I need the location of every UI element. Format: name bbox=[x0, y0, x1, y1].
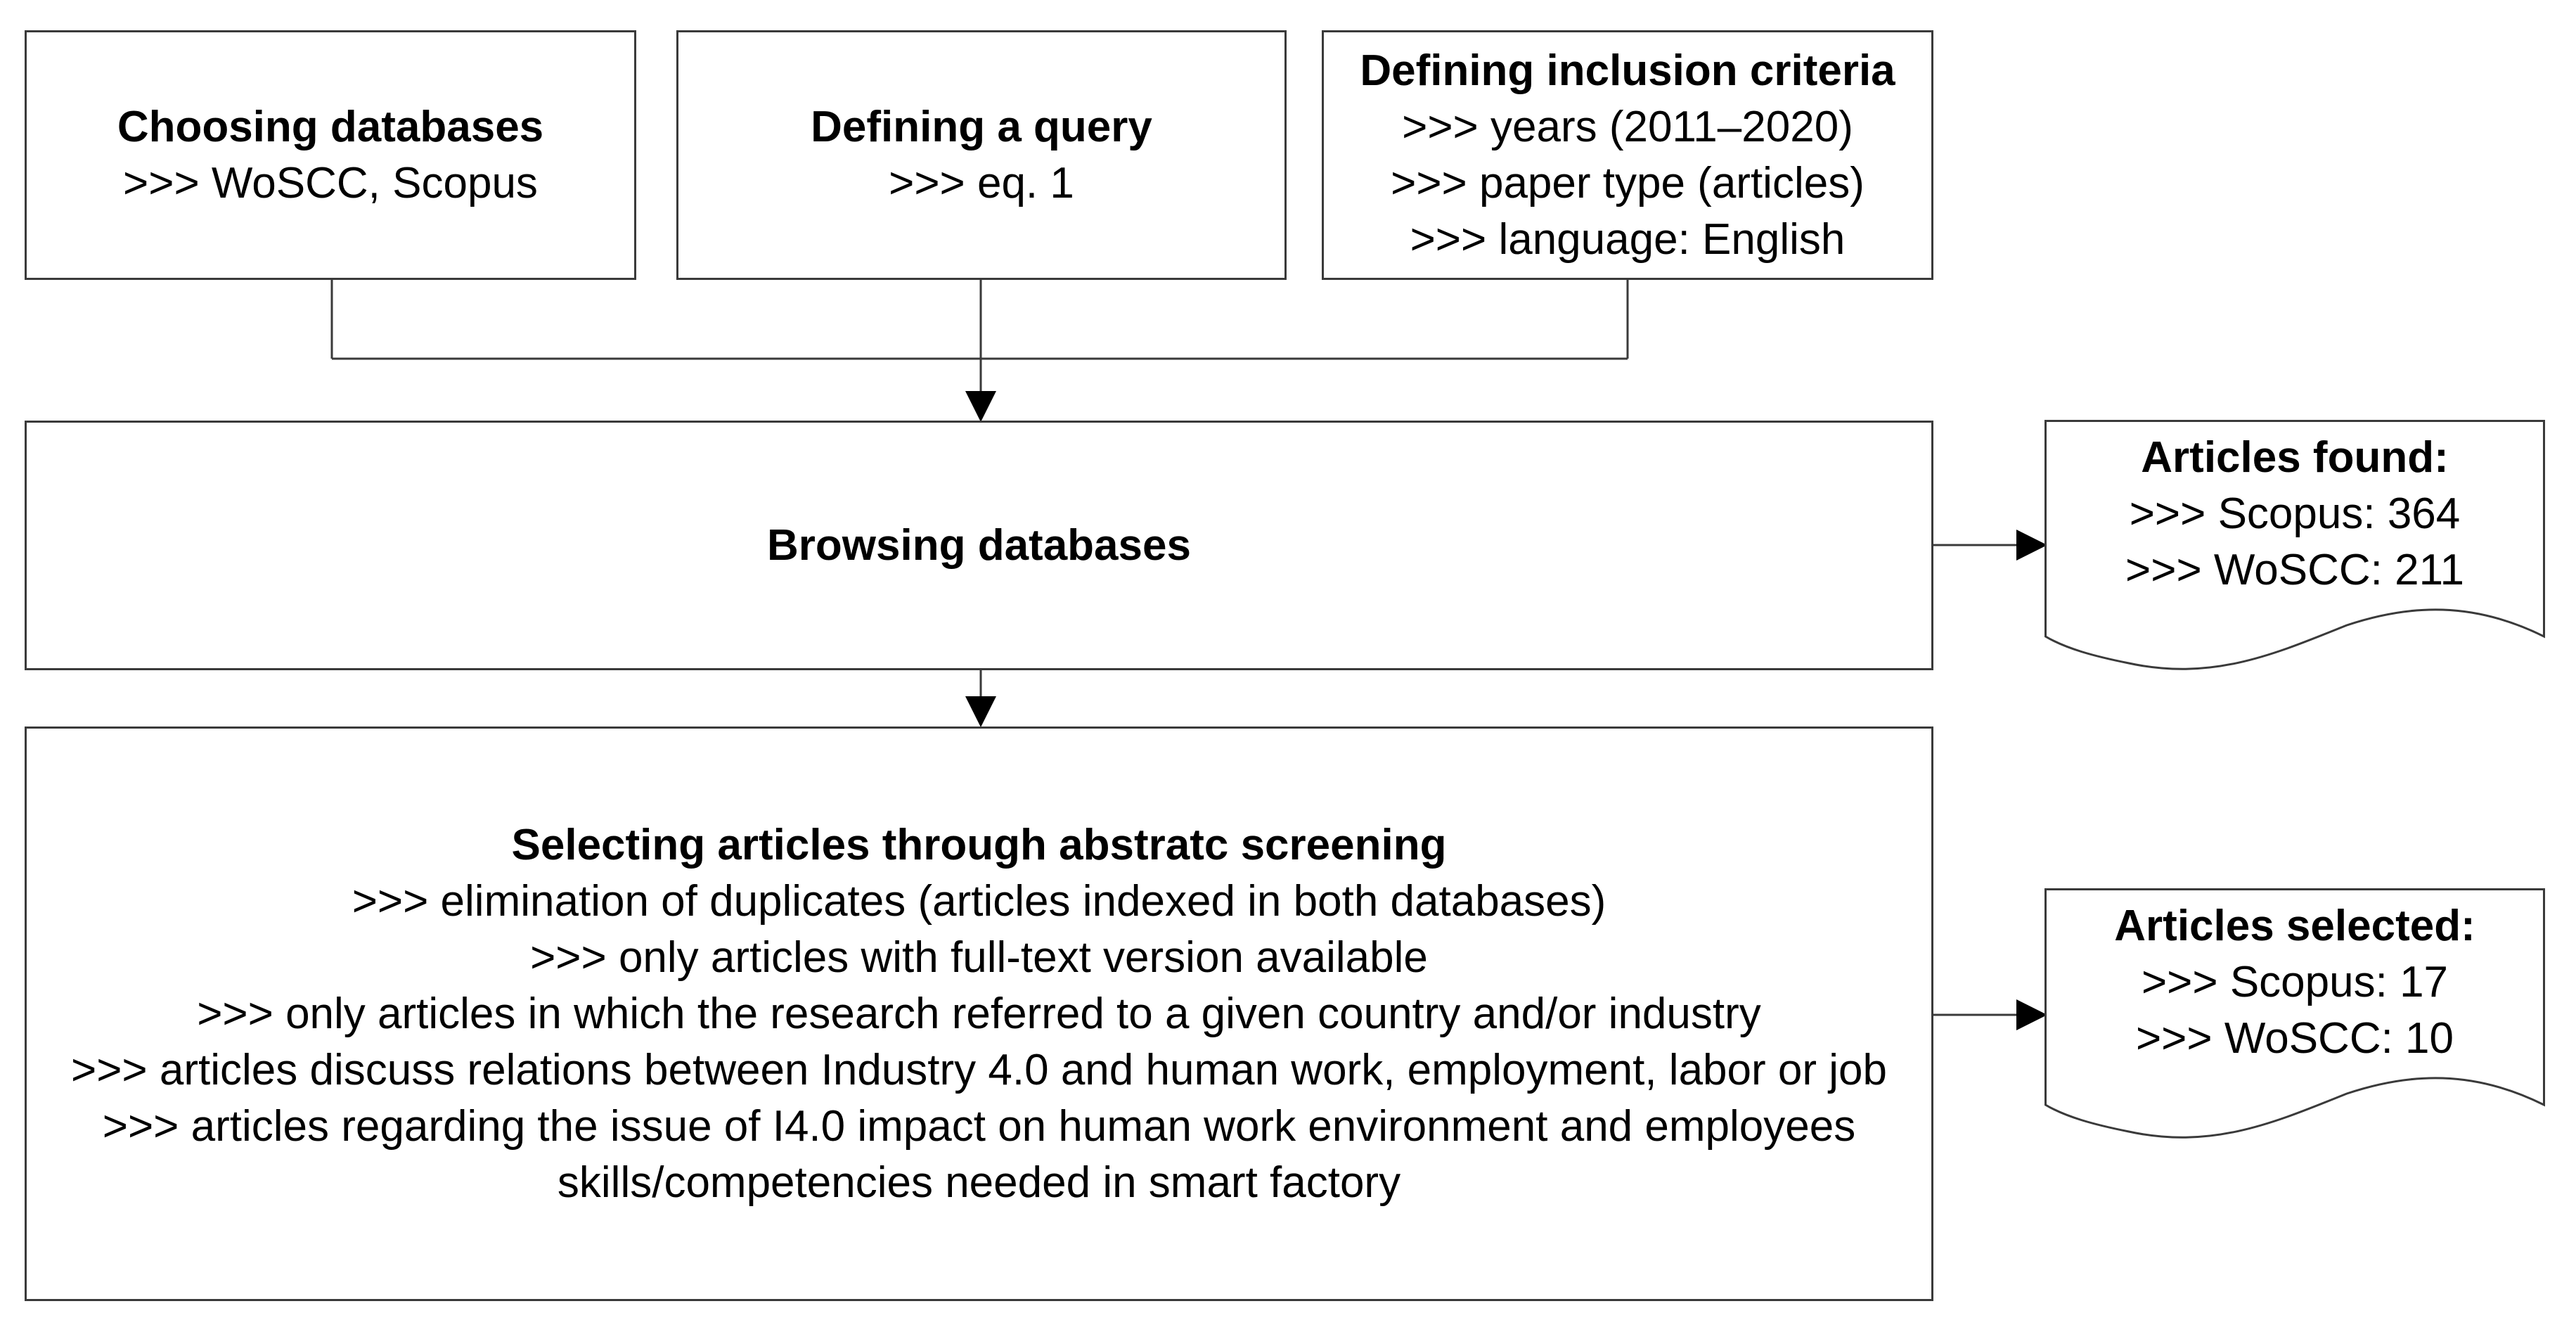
choosing-databases-box bbox=[25, 30, 636, 280]
articles-found-scopus: >>> Scopus: 364 bbox=[2129, 489, 2461, 538]
criterion-duplicates: >>> elimination of duplicates (articles indexed in both databases) bbox=[352, 876, 1606, 926]
articles-found-document bbox=[2044, 420, 2545, 673]
articles-selected-document bbox=[2044, 888, 2545, 1141]
browsing-databases-title: Browsing databases bbox=[767, 520, 1191, 570]
browsing-databases-box bbox=[25, 421, 1933, 670]
arrowhead-to-found bbox=[2016, 530, 2047, 561]
arrowhead-to-selected bbox=[2016, 999, 2047, 1030]
criterion-impact-skills: >>> articles regarding the issue of I4.0 impact on human work environment and employees skills/competencies needed in smart factory bbox=[102, 1101, 1856, 1207]
choosing-databases-line: >>> WoSCC, Scopus bbox=[123, 158, 538, 207]
selecting-articles-box bbox=[25, 726, 1933, 1301]
inclusion-criteria-paper-type: >>> paper type (articles) bbox=[1391, 158, 1865, 207]
inclusion-criteria-language: >>> language: English bbox=[1410, 215, 1846, 264]
criterion-full-text: >>> only articles with full-text version available bbox=[530, 933, 1428, 982]
articles-selected-title: Articles selected: bbox=[2114, 902, 2475, 950]
choosing-databases-title: Choosing databases bbox=[117, 102, 544, 151]
defining-query-title: Defining a query bbox=[811, 102, 1152, 151]
arrowhead-to-browsing bbox=[965, 391, 996, 422]
inclusion-criteria-title: Defining inclusion criteria bbox=[1360, 46, 1895, 95]
articles-selected-woscc: >>> WoSCC: 10 bbox=[2135, 1014, 2454, 1063]
selecting-articles-title: Selecting articles through abstratc screening bbox=[511, 820, 1447, 869]
articles-selected-scopus: >>> Scopus: 17 bbox=[2141, 958, 2449, 1006]
inclusion-criteria-years: >>> years (2011–2020) bbox=[1402, 102, 1853, 151]
arrowhead-to-selecting bbox=[965, 696, 996, 727]
articles-found-title: Articles found: bbox=[2141, 433, 2449, 482]
articles-found-woscc: >>> WoSCC: 211 bbox=[2125, 546, 2464, 594]
defining-query-line: >>> eq. 1 bbox=[889, 158, 1074, 207]
inclusion-criteria-box bbox=[1322, 30, 1933, 280]
criterion-industry-4-relations: >>> articles discuss relations between Industry 4.0 and human work, employment, labor or job bbox=[71, 1045, 1887, 1094]
defining-query-box bbox=[676, 30, 1287, 280]
criterion-country-industry: >>> only articles in which the research referred to a given country and/or industry bbox=[197, 989, 1761, 1038]
